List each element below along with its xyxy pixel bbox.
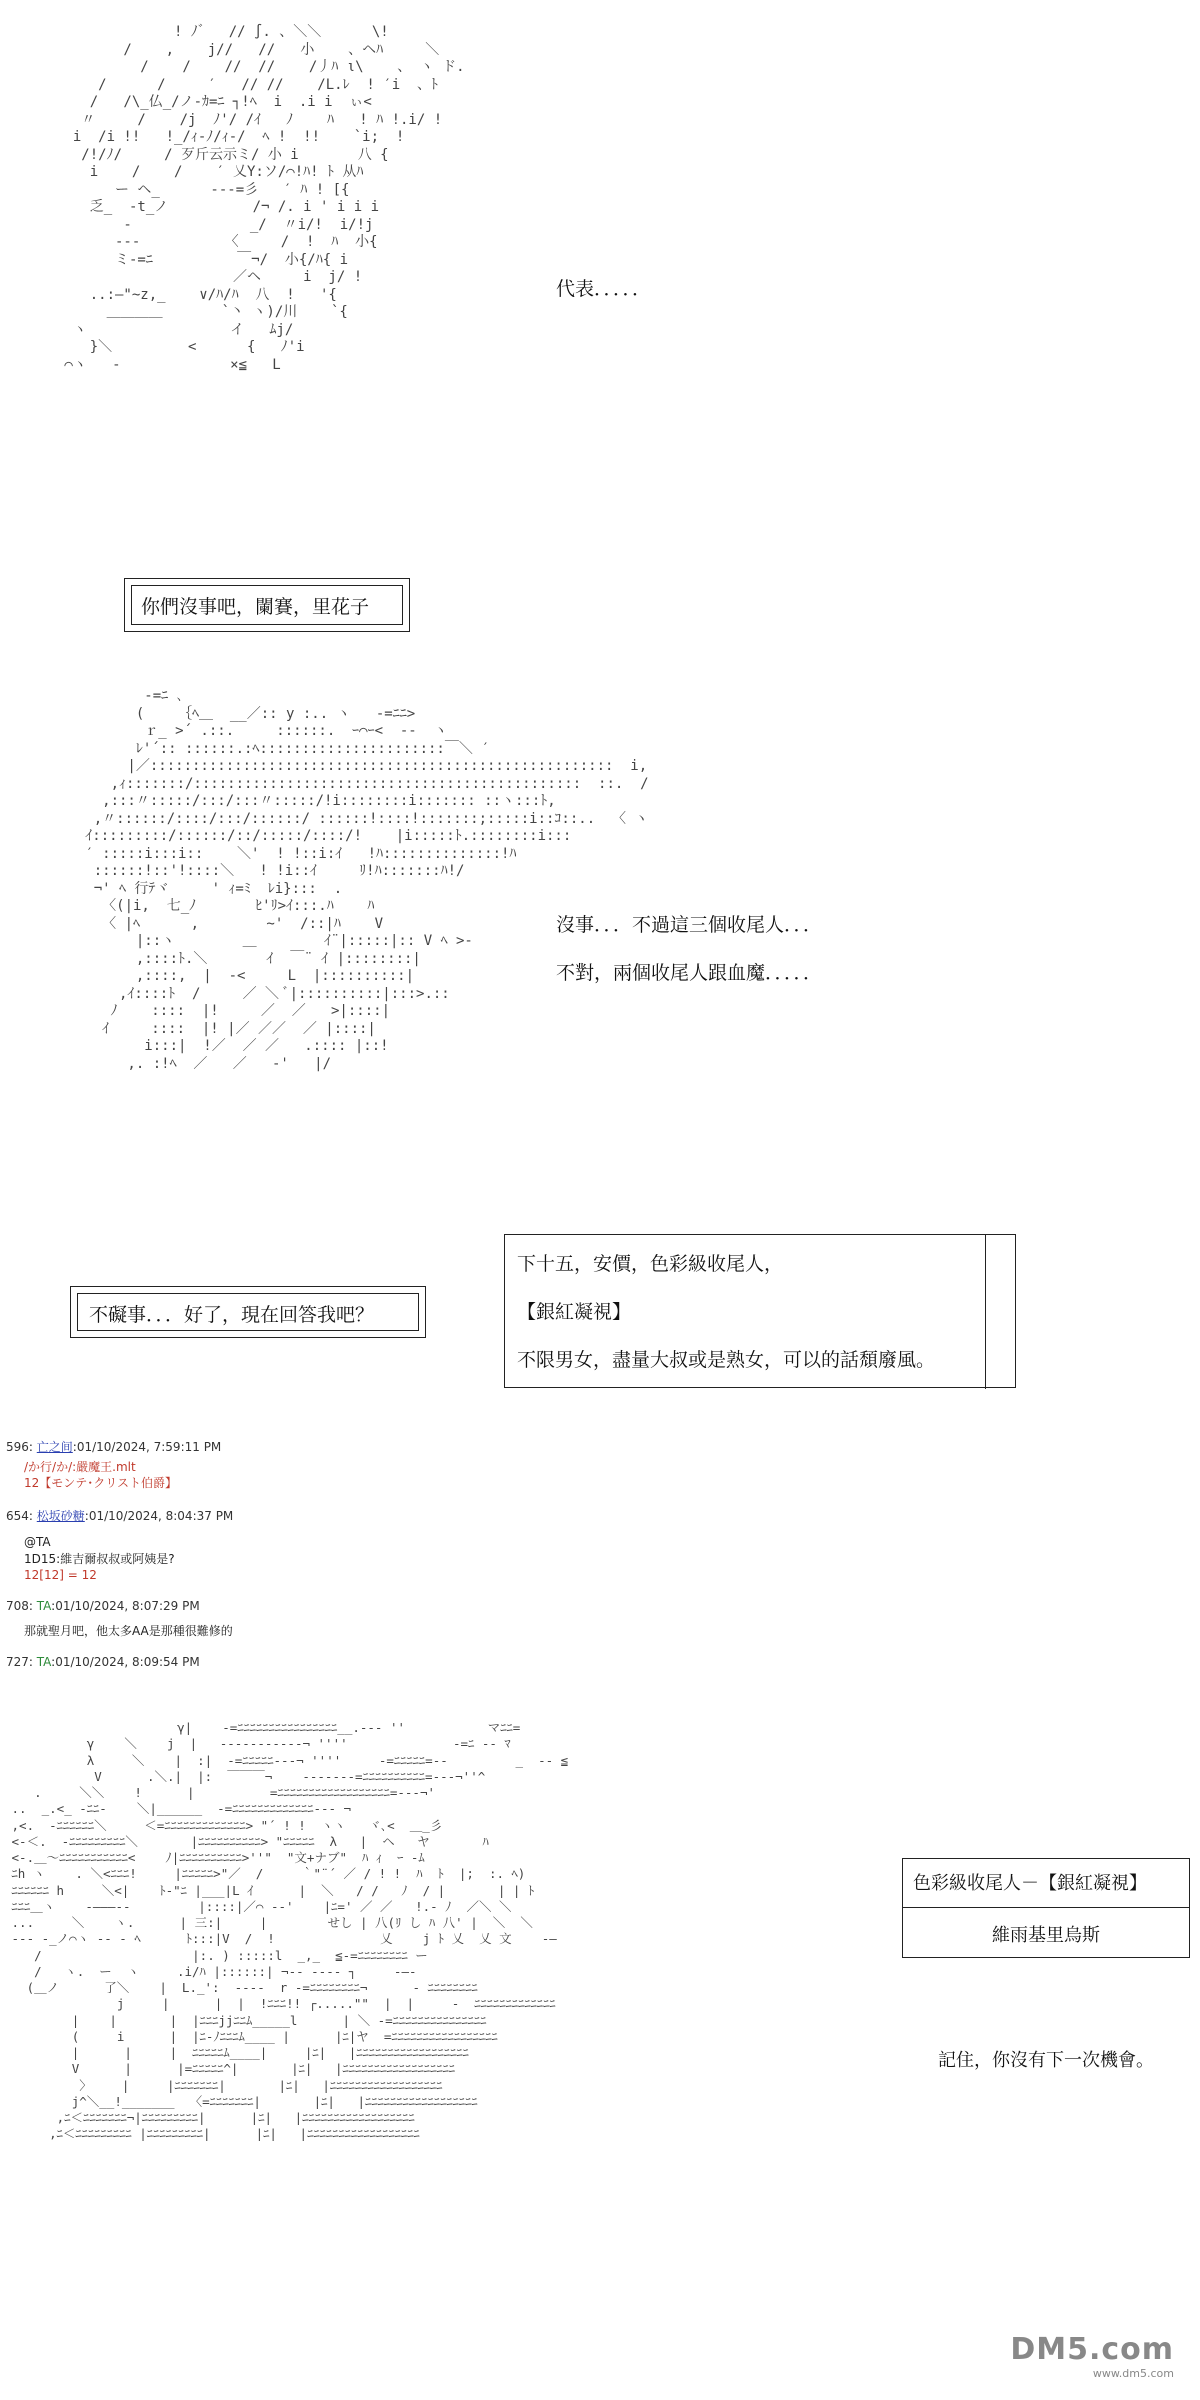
post-time: 01/10/2024, 7:59:11 PM <box>76 1440 222 1454</box>
post-body <box>24 1459 506 1491</box>
post-line: 1D15:維吉爾叔叔或阿姨是? <box>24 1551 175 1566</box>
post-596 <box>6 1438 506 1491</box>
post-id: 708 <box>6 1598 29 1613</box>
post-time: 01/10/2024, 8:09:54 PM <box>55 1655 200 1670</box>
ascii-art-character-2: ‐=ﾆ ､ ( ｛ﾍ＿ __／:: y :.. ヽ ‐=ﾆﾆ> ｒ_ >´ .::. ::::::. ｰ⌒ｰ< ‐‐ ヽ ﾚ'´:: ::::::.:ﾍ::::::::::::::::::::::￣＼ ′ |／::::::::::::::::::::::::::::::::::::::::::::::::::::::: i, ,ｨ:::::::/:::::::::::::::::::::::::::::::::::::::::::::: ::. / ,:::〃:::::/:::/:::〃:::::/!i::::::::i::::::: ::ヽ:::ﾄ, ,〃::::::/::::/:::/::::::/ ::::::!::::!:::::::;:::::i::ｺ::.. 〈 ヽ ｲ:::::::::/::::::/::/:::::/::::/! |i:::::ﾄ.::::::::i::: ′ :::::i:::i:: ＼' ! !::i:ｲ !ﾊ::::::::::::::!ﾊ ::::::!::'!::::＼ ! !i::ｲ ﾘ!ﾊ:::::::ﾊ!/ ¬' ﾍ 行ﾃヾ ' ｨ=ﾐ ﾚi}::: . 〈(|i, 七_ﾉ ﾋ'ﾘ>ｲ:::.ﾊ ﾊ 〈 |ﾍ , ~' /::|ﾊ V |::ヽ ＿ ｲ¨|:::::|:: V ﾍ >- ,::::ﾄ.＼ ｲ ￣¨ ｲ |::::::::| ,::::, | -< L |::::::::::| ,ｲ::::ﾄ / ／ ＼ ﾞ|::::::::::|:::>.:: ﾉ :::: |! ／ ／ >|::::| ｲ :::: |! |／ ／／ ／ |::::| i:::| !／ ／ ／ .:::: |::! ,. :!ﾍ ／ ／ -' |/ <box>85 688 649 1072</box>
request-line-1: 下十五，安價，色彩級收尾人， <box>517 1253 784 1275</box>
watermark-sub: www.dm5.com <box>1092 2367 1174 2380</box>
post-author-link[interactable]: 亡之间 <box>36 1440 73 1454</box>
post-header: 596: 亡之间:01/10/2024, 7:59:11 PM <box>6 1440 222 1454</box>
post-header: 708: TA:01/10/2024, 8:07:29 PM <box>6 1598 200 1613</box>
request-box <box>504 1234 1016 1388</box>
post-id: 596 <box>6 1440 29 1454</box>
dialogue-text: 不礙事．．．好了，現在回答我吧？ <box>89 1304 375 1326</box>
post-727 <box>6 1655 506 1669</box>
post-line-red: 12【モンテ･クリスト伯爵】 <box>24 1476 178 1491</box>
post-line-red: 12[12] = 12 <box>24 1567 97 1582</box>
request-line-3: 不限男女，盡量大叔或是熟女，可以的話頹廢風。 <box>517 1349 936 1371</box>
post-body <box>24 1623 506 1639</box>
post-id: 654 <box>6 1509 29 1524</box>
post-line: @TA <box>24 1535 51 1550</box>
character-name: 維雨基里烏斯 <box>992 1925 1100 1946</box>
post-708 <box>6 1599 506 1639</box>
character-title: 色彩級收尾人－【銀紅凝視】 <box>913 1873 1147 1894</box>
caption-two-finishers: 不對，兩個收尾人跟血魔．．．．． <box>556 962 823 984</box>
post-author-link[interactable]: TA <box>36 1598 52 1613</box>
post-654 <box>6 1507 506 1583</box>
ascii-art-character-1: ! ﾉ゛ // ∫. 、＼＼ \! / , j// // 小 、ヘﾊ ＼ / / // // /丿ﾊ ι\ 、 ヽ ド. / / ′ // // /L.ﾚ ! ′i 、ﾄ / /\_仏_/ノ-ｶ=ﾆ ┐!ﾍ i .i i ぃ< 〃 / /j ﾉ'/ /ｲ ﾉ ﾊ ! ﾊ !.i/ ! i /i !! !_/ｨ-ﾉ/ｨ-/ ﾍ ! !! `i; ! /!/ﾉ/ / 歹斤云示ミ/ 小 i 八 { i / / ′ 乂Y:ソ/⌒!ﾊ! ﾄ 从ﾊ ー ヘ_ ‐‐‐=彡 ′ ﾊ ! [{ 乏_ -t_ノ /¬ /. i ' i i i - _/ 〃i/! i/!j ‐‐‐ 〈 / ! ﾊ 小{ ミ-=ﾆ ￣¬/ 小{/ﾊ{ i ／ヘ i j/ ! ..:―"~z,_ ∨/ﾊ/ﾊ 八 ! '{ ＿＿＿＿ `丶 ヽ)/川 `{ ヽ イ ﾑj/ }＼ < { ﾉ'i ⌒ヽ ‐ ×≦ L <box>64 24 465 373</box>
post-author-link[interactable]: TA <box>36 1655 52 1670</box>
watermark-logo <box>1010 2332 1174 2380</box>
caption-no-next-chance: 記住，你沒有下一次機會。 <box>938 2050 1154 2071</box>
divider <box>903 1907 1189 1908</box>
post-id: 727 <box>6 1655 29 1670</box>
watermark-brand: DM5.com <box>1010 2332 1174 2367</box>
post-time: 01/10/2024, 8:04:37 PM <box>88 1509 234 1524</box>
ascii-art-scene-throne: γ| -=ﾆﾆﾆﾆﾆﾆﾆﾆﾆﾆﾆﾆﾆﾆﾆﾆ__.--‐ '' マﾆﾆ= γ ＼ j | ‐---------‐¬ '''' ‐=ﾆ ‐‐ ﾏ λ ＼ | :| -=ﾆﾆﾆﾆﾆ--‐¬ '''' -=ﾆﾆﾆﾆﾆ=-‐ _ -‐ ≦ V .＼.| |: ￣￣￣¬ ‐‐‐‐---=ﾆﾆﾆﾆﾆﾆﾆﾆﾆﾆ=--‐¬''^ . ＼＼ ! | =ﾆﾆﾆﾆﾆﾆﾆﾆﾆﾆﾆﾆﾆﾆﾆﾆﾆﾆ=--‐¬' .. _.<_ -ﾆﾆ- ＼|______ ‐=ﾆﾆﾆﾆﾆﾆﾆﾆﾆﾆﾆﾆﾆ--‐ ¬ ,<. -ﾆﾆﾆﾆﾆﾆ＼ ＜=ﾆﾆﾆﾆﾆﾆﾆﾆﾆﾆﾆﾆﾆ> "´ ! ! ヽヽ ヾ､< ＿_彡 <-＜. -ﾆﾆﾆﾆﾆﾆﾆﾆﾆ＼ |ﾆﾆﾆﾆﾆﾆﾆﾆﾆﾆ> "ﾆﾆﾆﾆﾆ λ | ヘ ヤ ﾊ <-.＿～ﾆﾆﾆﾆﾆﾆﾆﾆﾆﾆﾆ< ﾉ|ﾆﾆﾆﾆﾆﾆﾆﾆﾆﾆ>''" "文+ナブ" ﾊ ｨ ｰ ‐ﾑ ﾆh ヽ . ＼<ﾆﾆﾆ! |ﾆﾆﾆﾆﾆ>"／ / ｀"¨´ ／ / ! ! ﾊ ﾄ |; :. ﾍ) ﾆﾆﾆﾆﾆﾆ h ＼<| ﾄ-"ﾆ |___|L ｲ | ＼ / / ﾉ / | | | ﾄ ﾆﾆﾆ＿ヽ ‐―――‐‐ |::::|／⌒ ‐‐' |ﾆ=' ／ ／ !.- ﾉ ／＼ ＼ ... ＼ ヽ. | 三:| | せし | 八(ﾘ し ﾊ 八' | ＼ ＼ ‐‐‐ ‐_ノ⌒ヽ -‐ ‐ ﾍ ﾄ:::|V / ! 乂 j ﾄ 乂 乂 文 ‐― / |:. ) :::::l _,_ ≦‐=ﾆﾆﾆﾆﾆﾆﾆﾆ ー / ヽ. ー ヽ .i/ﾊ |::::::| ¬‐‐ ‐‐‐‐ ┐ ‐―‐ (＿ノ 了＼ | L._': ‐‐‐‐ r ‐=ﾆﾆﾆﾆﾆﾆﾆﾆ¬ ‐ ﾆﾆﾆﾆﾆﾆﾆﾆ j | | | !ﾆﾆﾆ!! ┌....."" | | ‐ ﾆﾆﾆﾆﾆﾆﾆﾆﾆﾆﾆﾆﾆ | | | |ﾆﾆﾆjjﾆﾆﾑ_____l | ＼ ‐=ﾆﾆﾆﾆﾆﾆﾆﾆﾆﾆﾆﾆﾆﾆﾆ ( i | |ﾆ‐ﾉﾆﾆﾆﾑ____ | |ﾆ|ヤ =ﾆﾆﾆﾆﾆﾆﾆﾆﾆﾆﾆﾆﾆﾆﾆﾆﾆ | | | ﾆﾆﾆﾆﾆﾑ____| |ﾆ| |ﾆﾆﾆﾆﾆﾆﾆﾆﾆﾆﾆﾆﾆﾆﾆﾆﾆﾆ V | |=ﾆﾆﾆﾆﾆ^| |ﾆ| |ﾆﾆﾆﾆﾆﾆﾆﾆﾆﾆﾆﾆﾆﾆﾆﾆﾆﾆ 〉 | |ﾆﾆﾆﾆﾆﾆﾆ| |ﾆ| |ﾆﾆﾆﾆﾆﾆﾆﾆﾆﾆﾆﾆﾆﾆﾆﾆﾆﾆ j^＼__!_______ 〈=ﾆﾆﾆﾆﾆﾆﾆ| |ﾆ| |ﾆﾆﾆﾆﾆﾆﾆﾆﾆﾆﾆﾆﾆﾆﾆﾆﾆﾆ ,ﾆ＜ﾆﾆﾆﾆﾆﾆﾆ¬|ﾆﾆﾆﾆﾆﾆﾆﾆﾆ| |ﾆ| |ﾆﾆﾆﾆﾆﾆﾆﾆﾆﾆﾆﾆﾆﾆﾆﾆﾆﾆ ,ﾆ＜ﾆﾆﾆﾆﾆﾆﾆﾆﾆ |ﾆﾆﾆﾆﾆﾆﾆﾆﾆ| |ﾆ| |ﾆﾆﾆﾆﾆﾆﾆﾆﾆﾆﾆﾆﾆﾆﾆﾆﾆﾆ <box>11 1720 569 2142</box>
post-header: 727: TA:01/10/2024, 8:09:54 PM <box>6 1655 200 1670</box>
caption-representative: 代表．．．．． <box>556 278 652 300</box>
post-line: 那就聖月吧，他太多AA是那種很難修的 <box>24 1623 233 1638</box>
forum-posts <box>6 1428 506 1669</box>
dialogue-text: 你們沒事吧，闌賽，里花子 <box>141 596 370 618</box>
caption-no-problem: 沒事．．．不過這三個收尾人．．． <box>556 914 823 936</box>
request-line-2: 【銀紅凝視】 <box>517 1301 632 1323</box>
post-header: 654: 松坂砂糖:01/10/2024, 8:04:37 PM <box>6 1509 234 1524</box>
post-line: /か行/か/:嚴魔王.mlt <box>24 1460 136 1474</box>
character-name-box <box>902 1858 1190 1958</box>
dialogue-box-are-you-ok <box>124 578 410 632</box>
dialogue-box-answer-me <box>70 1286 426 1338</box>
post-author-link[interactable]: 松坂砂糖 <box>36 1509 85 1524</box>
post-body <box>24 1534 506 1583</box>
post-time: 01/10/2024, 8:07:29 PM <box>55 1598 200 1613</box>
